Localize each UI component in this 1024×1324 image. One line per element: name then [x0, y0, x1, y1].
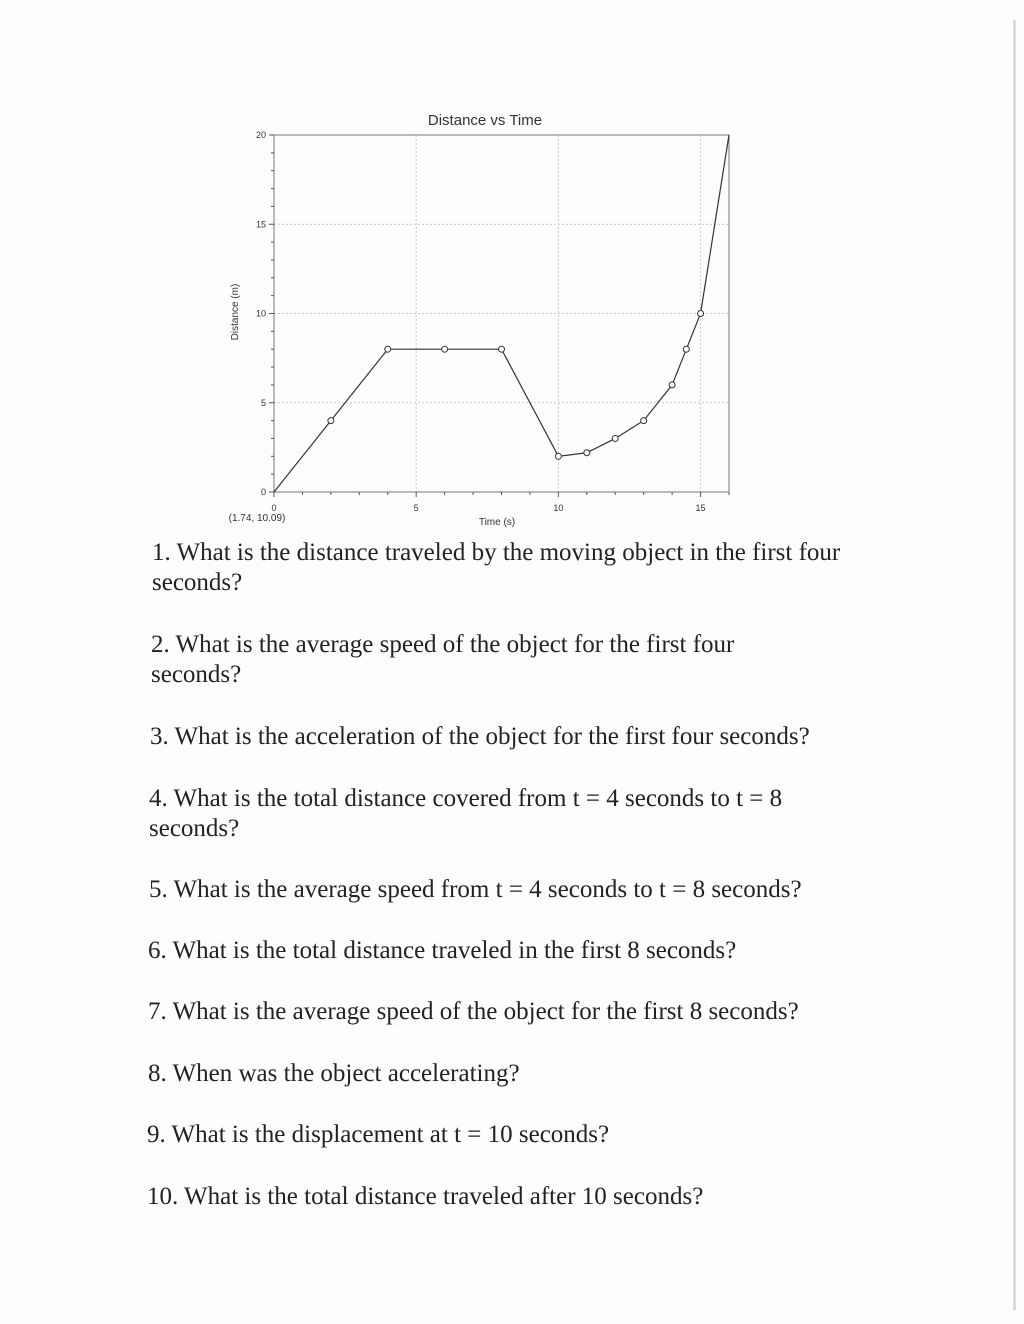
question-2-line-1: 2. What is the average speed of the object for the first four — [151, 631, 735, 658]
question-1-line-2: seconds? — [152, 569, 243, 596]
question-9 — [147, 1120, 609, 1150]
chart-title: Distance vs Time — [427, 112, 543, 129]
question-3-line-1: 3. What is the acceleration of the object for the first four seconds? — [150, 723, 810, 750]
question-9-line-1: 9. What is the displacement at t = 10 seconds? — [147, 1121, 610, 1148]
y-axis-label: Distance (m) — [230, 283, 241, 341]
question-2-line-2: seconds? — [151, 661, 242, 688]
question-10-line-1: 10. What is the total distance traveled after 10 seconds? — [147, 1183, 704, 1210]
question-8 — [148, 1059, 520, 1089]
y-tick-label-5: 5 — [260, 397, 266, 408]
question-1 — [152, 538, 840, 598]
question-7-line-1: 7. What is the average speed of the object for the first 8 seconds? — [148, 998, 799, 1025]
question-5 — [149, 875, 802, 905]
y-tick-label-20: 20 — [255, 130, 266, 140]
question-2 — [151, 630, 734, 690]
y-tick-label-0: 0 — [260, 487, 266, 497]
question-5-line-1: 5. What is the average speed from t = 4 seconds to t = 8 seconds? — [149, 876, 802, 903]
x-tick-label-15: 15 — [695, 503, 706, 513]
y-tick-label-10: 10 — [255, 308, 266, 319]
question-8-line-1: 8. When was the object accelerating? — [148, 1060, 520, 1087]
question-4 — [149, 784, 782, 844]
question-4-line-2: seconds? — [149, 815, 240, 842]
question-7 — [148, 997, 799, 1027]
x-tick-label-5: 5 — [413, 503, 419, 513]
x-tick-label-0: 0 — [271, 503, 277, 513]
cursor-readout: (1.74, 10.09) — [228, 513, 286, 524]
x-tick-label-10: 10 — [553, 503, 564, 513]
x-axis-label: Time (s) — [478, 517, 516, 528]
question-3 — [150, 722, 810, 752]
question-6 — [148, 936, 736, 966]
question-10 — [147, 1182, 703, 1212]
question-6-line-1: 6. What is the total distance traveled in the first 8 seconds? — [148, 937, 737, 964]
y-tick-label-15: 15 — [255, 219, 266, 230]
question-1-line-1: 1. What is the distance traveled by the moving object in the first four — [152, 539, 841, 566]
question-4-line-1: 4. What is the total distance covered from t = 4 seconds to t = 8 — [149, 785, 783, 812]
